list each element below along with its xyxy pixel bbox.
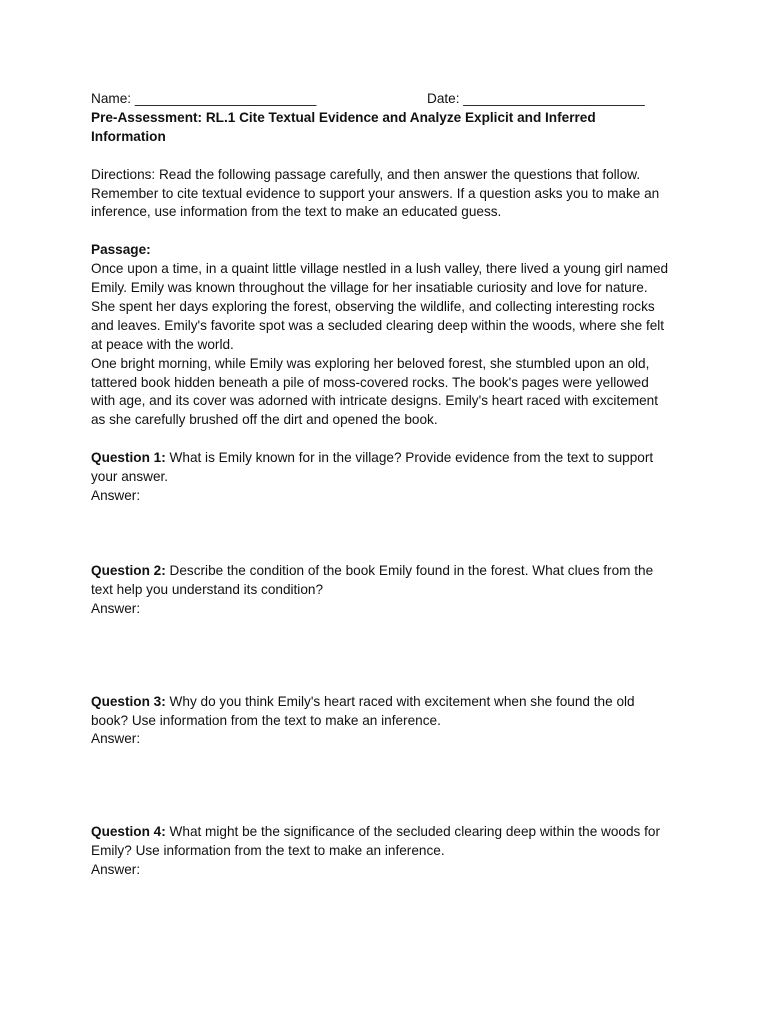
question-1-line-2: your answer.: [91, 469, 169, 485]
passage-line: She spent her days exploring the forest, observing the wildlife, and collecting interesting rocks: [91, 298, 655, 314]
question-1-label: Question 1:: [91, 450, 166, 466]
question-3-label: Question 3:: [91, 693, 166, 709]
question-4-label: Question 4:: [91, 824, 166, 840]
question-2-label: Question 2:: [91, 562, 166, 578]
question-2-line-1: [91, 562, 691, 581]
question-4: [91, 823, 691, 880]
question-4-text: What might be the significance of the secluded clearing deep within the woods for: [165, 824, 660, 840]
question-2-text: Describe the condition of the book Emily found in the forest. What clues from the: [165, 562, 654, 578]
question-1-answer-label: Answer:: [91, 487, 141, 503]
title-line-1: Pre-Assessment: RL.1 Cite Textual Evidence and Analyze Explicit and Inferred: [91, 109, 596, 125]
question-2: [91, 562, 691, 693]
directions-line: inference, use information from the text to make an educated guess.: [91, 204, 502, 220]
name-date-row: [91, 90, 691, 109]
question-1: [91, 449, 691, 562]
question-3-text: Why do you think Emily's heart raced with excitement when she found the old: [165, 693, 635, 709]
title-line-2: Information: [91, 128, 166, 144]
passage-block: [91, 241, 691, 430]
question-3-line-2: book? Use information from the text to make an inference.: [91, 712, 441, 728]
passage-line: as she carefully brushed off the dirt and opened the book.: [91, 412, 438, 428]
passage-line: One bright morning, while Emily was exploring her beloved forest, she stumbled upon an old,: [91, 355, 650, 371]
question-1-answer-area[interactable]: [91, 506, 691, 562]
question-1-line-1: [91, 449, 691, 468]
passage-line: and leaves. Emily's favorite spot was a secluded clearing deep within the woods, where she felt: [91, 317, 665, 333]
date-field[interactable]: Date: ________________________: [427, 91, 645, 106]
passage-line: at peace with the world.: [91, 336, 234, 352]
question-3-answer-area[interactable]: [91, 749, 691, 823]
question-2-line-2: text help you understand its condition?: [91, 581, 324, 597]
passage-heading: Passage:: [91, 242, 151, 258]
question-3-answer-label: Answer:: [91, 731, 141, 747]
question-1-text: What is Emily known for in the village? Provide evidence from the text to support: [165, 450, 654, 466]
question-4-line-2: Emily? Use information from the text to make an inference.: [91, 843, 445, 859]
spacer: [91, 222, 691, 241]
question-2-answer-area[interactable]: [91, 619, 691, 693]
spacer: [91, 430, 691, 449]
directions-block: [91, 166, 691, 223]
question-3-line-1: [91, 693, 691, 712]
directions-line: Directions: Read the following passage carefully, and then answer the questions that follow.: [91, 166, 641, 182]
question-4-answer-label: Answer:: [91, 862, 141, 878]
worksheet-content: [91, 90, 691, 880]
question-3: [91, 693, 691, 824]
passage-line: Once upon a time, in a quaint little village nestled in a lush valley, there lived a young girl named: [91, 261, 669, 277]
spacer: [91, 147, 691, 166]
name-field[interactable]: Name: ________________________: [91, 91, 317, 106]
question-4-line-1: [91, 823, 691, 842]
passage-line: with age, and its cover was adorned with intricate designs. Emily's heart raced with excitement: [91, 393, 659, 409]
question-2-answer-label: Answer:: [91, 600, 141, 616]
passage-line: Emily. Emily was known throughout the village for her insatiable curiosity and love for nature.: [91, 280, 648, 296]
passage-line: tattered book hidden beneath a pile of moss-covered rocks. The book's pages were yellowed: [91, 374, 649, 390]
directions-line: Remember to cite textual evidence to support your answers. If a question asks you to make an: [91, 185, 660, 201]
